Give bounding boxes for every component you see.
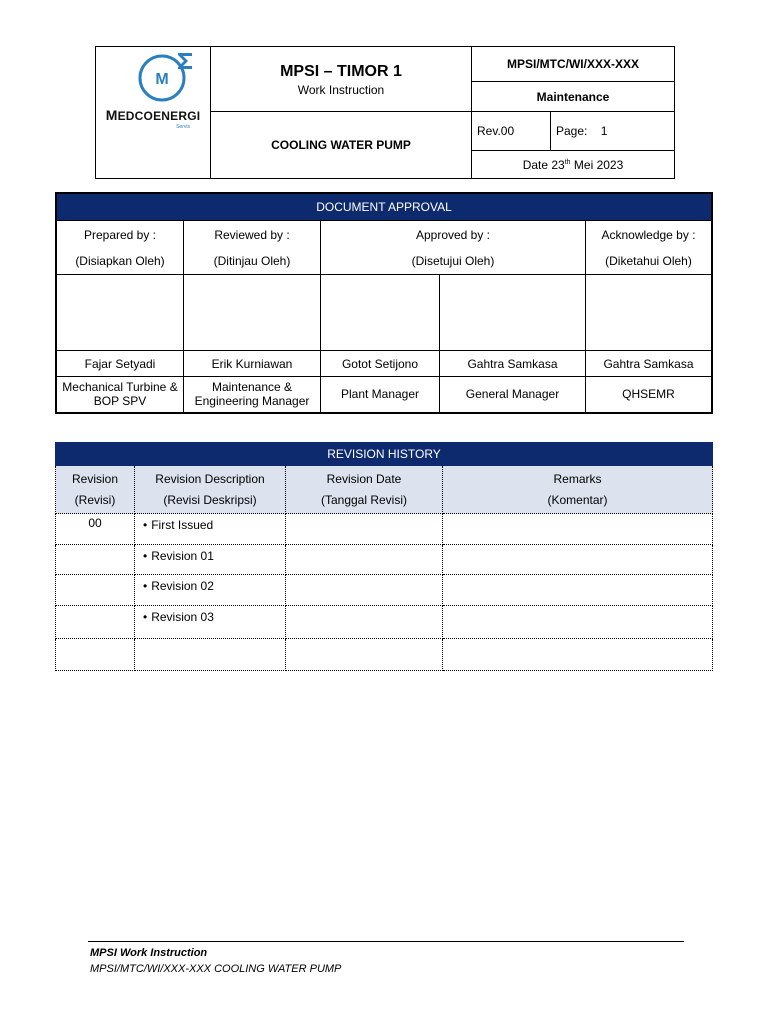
- role-approved: Approved by : (Disetujui Oleh): [321, 221, 586, 275]
- approver-name: Fajar Setyadi: [56, 351, 184, 377]
- document-date: Date 23th Mei 2023: [472, 151, 675, 179]
- medcoenergi-logo: [96, 47, 210, 178]
- role-acknowledge: Acknowledge by : (Diketahui Oleh): [586, 221, 713, 275]
- revision-remarks-cell: [443, 606, 713, 639]
- signature-box: [56, 275, 184, 351]
- approver-name: Erik Kurniawan: [184, 351, 321, 377]
- revision-title: REVISION HISTORY: [56, 443, 713, 466]
- approver-position: QHSEMR: [586, 377, 713, 413]
- approval-title: DOCUMENT APPROVAL: [56, 193, 712, 221]
- signature-box: [321, 275, 440, 351]
- signature-box: [440, 275, 586, 351]
- document-name: COOLING WATER PUMP: [211, 112, 472, 179]
- revision-date-cell: [286, 606, 443, 639]
- role-reviewed: Reviewed by : (Ditinjau Oleh): [184, 221, 321, 275]
- logo-wordmark: MEDCOENERGI: [105, 107, 201, 123]
- revision-description-cell: • Revision 03: [135, 606, 286, 639]
- medcoenergi-logo-icon: [136, 50, 200, 106]
- footer-divider: [88, 941, 684, 942]
- column-header-date: Revision Date (Tanggal Revisi): [286, 466, 443, 514]
- revision-date-cell: [286, 639, 443, 671]
- approver-position: Plant Manager: [321, 377, 440, 413]
- table-row: [56, 575, 713, 606]
- column-header-remarks: Remarks (Komentar): [443, 466, 713, 514]
- svg-text:M: M: [155, 71, 169, 88]
- revision-history-table: [55, 442, 713, 671]
- logo-cell: [96, 47, 211, 179]
- page-number: 1: [600, 124, 608, 138]
- signature-box: [586, 275, 713, 351]
- page-subtitle: Work Instruction: [297, 83, 385, 97]
- title-cell: [211, 47, 472, 112]
- page-title: MPSI – TIMOR 1: [280, 63, 402, 80]
- revision-number-cell: [56, 606, 135, 639]
- revision-description-cell: [135, 639, 286, 671]
- table-row: [56, 639, 713, 671]
- revision-remarks-cell: [443, 575, 713, 606]
- approver-name: Gahtra Samkasa: [440, 351, 586, 377]
- revision-number-cell: [56, 639, 135, 671]
- approver-position: Maintenance & Engineering Manager: [184, 377, 321, 413]
- logo-subtext: Servis: [176, 124, 190, 130]
- revision-remarks-cell: [443, 514, 713, 545]
- revision-description-cell: • Revision 02: [135, 575, 286, 606]
- column-header-revision: Revision (Revisi): [56, 466, 135, 514]
- revision-description-cell: • Revision 01: [135, 545, 286, 575]
- approver-name: Gotot Setijono: [321, 351, 440, 377]
- revision-date-cell: [286, 545, 443, 575]
- revision-remarks-cell: [443, 545, 713, 575]
- approver-name: Gahtra Samkasa: [586, 351, 713, 377]
- revision-number: Rev.00: [472, 112, 551, 151]
- document-header: [95, 46, 675, 179]
- document-code: MPSI/MTC/WI/XXX-XXX: [472, 47, 675, 82]
- table-row: [56, 606, 713, 639]
- document-approval-table: [55, 192, 713, 414]
- signature-box: [184, 275, 321, 351]
- table-row: [56, 514, 713, 545]
- role-prepared: Prepared by : (Disiapkan Oleh): [56, 221, 184, 275]
- approver-position: General Manager: [440, 377, 586, 413]
- revision-number-cell: [56, 575, 135, 606]
- revision-date-cell: [286, 514, 443, 545]
- revision-number-cell: 00: [56, 514, 135, 545]
- column-header-description: Revision Description (Revisi Deskripsi): [135, 466, 286, 514]
- revision-number-cell: [56, 545, 135, 575]
- table-row: [56, 545, 713, 575]
- department-label: Maintenance: [472, 82, 675, 112]
- footer-subtitle: MPSI/MTC/WI/XXX-XXX COOLING WATER PUMP: [90, 963, 342, 975]
- revision-date-cell: [286, 575, 443, 606]
- approver-position: Mechanical Turbine & BOP SPV: [56, 377, 184, 413]
- page-info: Page: 1: [551, 112, 675, 151]
- revision-description-cell: • First Issued: [135, 514, 286, 545]
- footer-title: MPSI Work Instruction: [90, 947, 208, 959]
- revision-remarks-cell: [443, 639, 713, 671]
